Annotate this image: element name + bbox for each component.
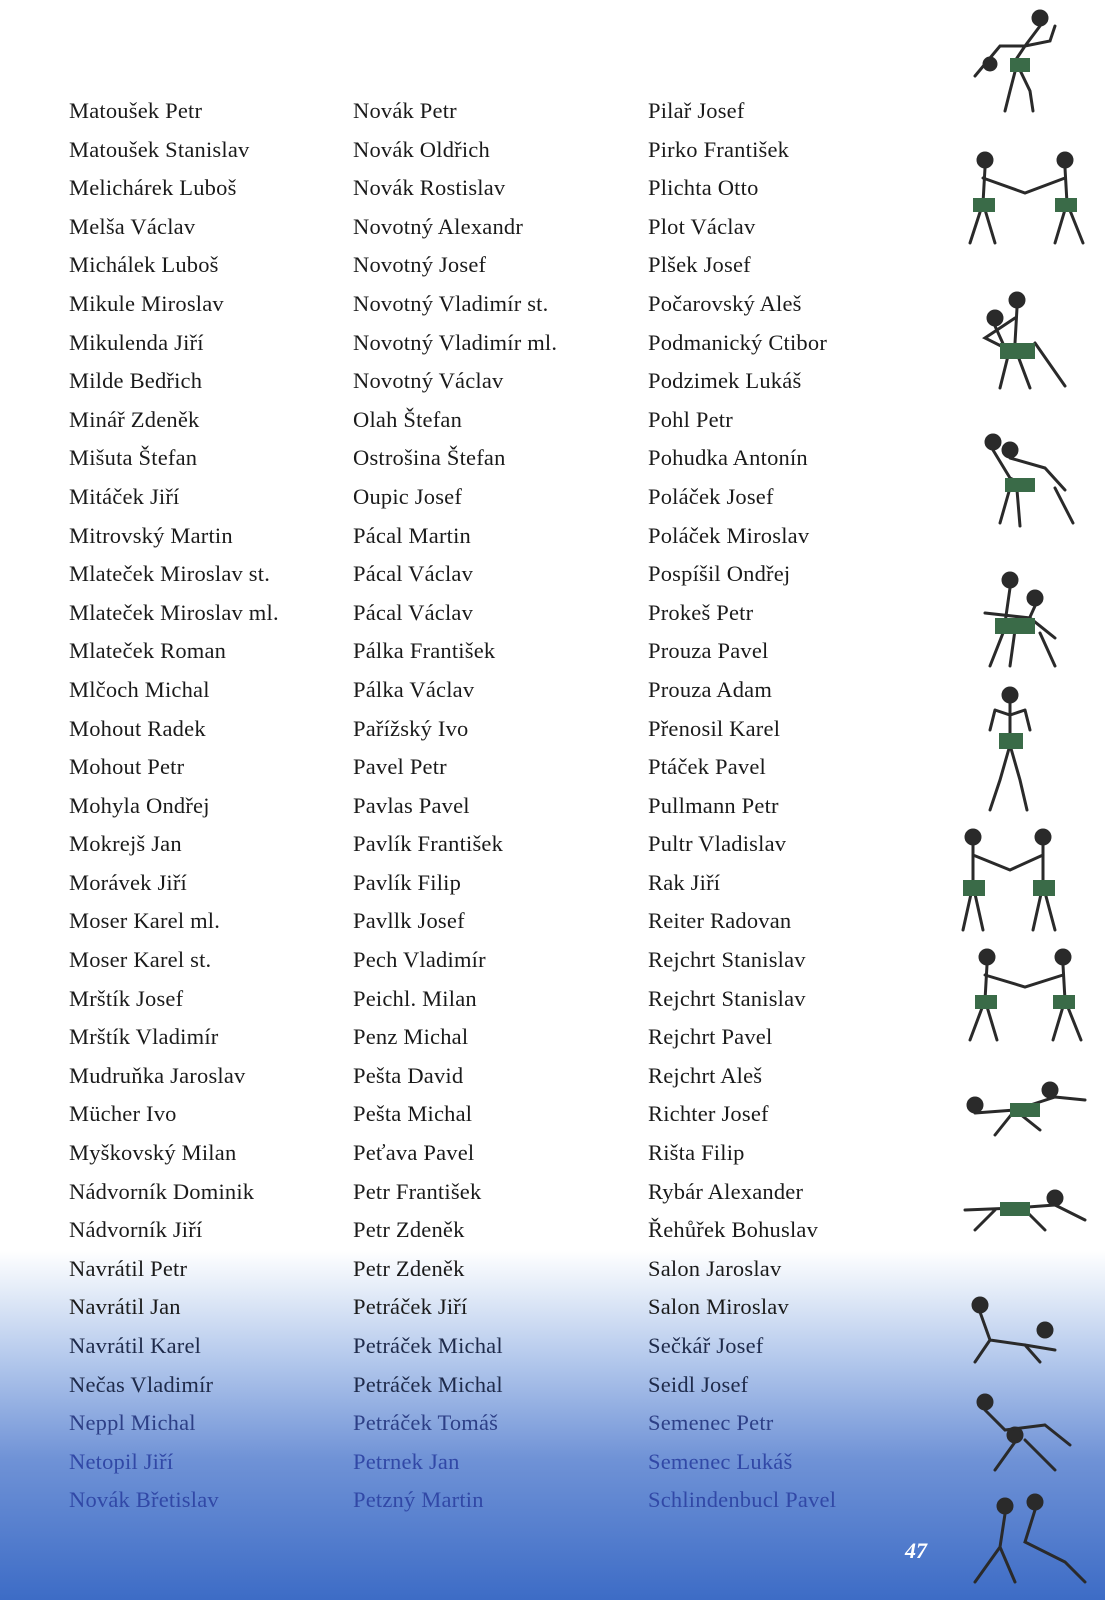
- name-entry: Petráček Michal: [353, 1333, 503, 1358]
- name-entry: Mikulenda Jiří: [69, 329, 204, 355]
- name-entry: Neppl Michal: [69, 1410, 196, 1436]
- name-entry: Pácal Martin: [353, 522, 471, 548]
- wrestlers-takedown-illustration: [955, 1390, 1095, 1480]
- name-entry: Novák Oldřich: [353, 136, 490, 162]
- wrestlers-grapple-illustration: [955, 148, 1095, 248]
- name-entry: Petráček Jiří: [353, 1294, 468, 1320]
- name-entry: Novotný Vladimír ml.: [353, 329, 558, 355]
- name-entry: Semenec Lukáš: [648, 1448, 793, 1474]
- name-entry: Poláček Miroslav: [648, 522, 810, 548]
- name-entry: Milde Bedřich: [69, 368, 203, 394]
- name-entry: Pácal Václav: [353, 561, 474, 587]
- name-entry: Pavel Petr: [353, 754, 447, 780]
- name-entry: Ptáček Pavel: [648, 754, 766, 780]
- wrestlers-handshake-illustration: [955, 825, 1095, 935]
- names-column-2: [353, 92, 557, 1520]
- wrestler-standing-lift-illustration: [955, 685, 1095, 815]
- name-entry: Rejchrt Pavel: [648, 1024, 773, 1050]
- name-entry: Prokeš Petr: [648, 599, 754, 625]
- name-entry: Melichárek Luboš: [69, 175, 237, 201]
- wrestler-lift-illustration: [955, 6, 1095, 116]
- name-entry: Minář Zdeněk: [69, 406, 200, 432]
- name-entry: Prouza Adam: [648, 676, 773, 702]
- name-entry: Mudruňka Jaroslav: [69, 1062, 246, 1088]
- name-entry: Oupic Josef: [353, 483, 463, 509]
- name-entry: Novák Břetislav: [69, 1487, 219, 1513]
- name-entry: Peichl. Milan: [353, 985, 477, 1011]
- names-column-1: [69, 92, 279, 1520]
- name-entry: Pavlík František: [353, 831, 504, 857]
- wrestlers-bridge-illustration: [955, 1492, 1095, 1592]
- name-entry: Mišuta Štefan: [69, 445, 198, 471]
- name-entry: Salon Jaroslav: [648, 1255, 782, 1281]
- wrestlers-pin-illustration: [955, 1290, 1095, 1370]
- name-entry: Penz Michal: [353, 1024, 469, 1050]
- name-entry: Mrštík Vladimír: [69, 1024, 219, 1050]
- name-entry: Pešta David: [353, 1062, 464, 1088]
- name-entry: Rejchrt Aleš: [648, 1062, 763, 1088]
- name-entry: Přenosil Karel: [648, 715, 781, 741]
- name-entry: Reiter Radovan: [648, 908, 792, 934]
- name-entry: Podzimek Lukáš: [648, 368, 802, 394]
- name-entry: Pavlík Filip: [353, 869, 462, 895]
- name-entry: Myškovský Milan: [69, 1140, 237, 1166]
- name-entry: Nádvorník Dominik: [69, 1178, 255, 1204]
- name-entry: Netopil Jiří: [69, 1448, 174, 1474]
- name-entry: Matoušek Petr: [69, 98, 203, 123]
- name-entry: Novák Petr: [353, 98, 457, 123]
- wrestlers-mat-illustration: [955, 1180, 1095, 1240]
- name-entry: Mitrovský Martin: [69, 522, 233, 548]
- name-entry: Moser Karel ml.: [69, 908, 221, 934]
- name-entry: Podmanický Ctibor: [648, 329, 828, 355]
- name-entry: Pirko František: [648, 136, 790, 162]
- name-entry: Navrátil Jan: [69, 1294, 181, 1320]
- name-entry: Pilař Josef: [648, 98, 745, 123]
- name-entry: Pavlas Pavel: [353, 792, 470, 818]
- name-entry: Poláček Josef: [648, 483, 774, 509]
- name-entry: Petrnek Jan: [353, 1448, 460, 1474]
- wrestlers-ground-illustration: [955, 1075, 1095, 1145]
- name-entry: Matoušek Stanislav: [69, 136, 250, 162]
- name-entry: Mlateček Roman: [69, 638, 227, 664]
- name-entry: Mohout Petr: [69, 754, 185, 780]
- name-entry: Morávek Jiří: [69, 869, 187, 895]
- name-entry: Rybár Alexander: [648, 1178, 804, 1204]
- name-entry: Petr František: [353, 1178, 482, 1204]
- name-entry: Petr Zdeněk: [353, 1217, 465, 1243]
- name-entry: Salon Miroslav: [648, 1294, 789, 1320]
- name-entry: Peťava Pavel: [353, 1140, 475, 1166]
- name-entry: Melša Václav: [69, 213, 196, 239]
- name-entry: Novák Rostislav: [353, 175, 506, 201]
- name-entry: Pohl Petr: [648, 406, 733, 432]
- name-entry: Navrátil Petr: [69, 1255, 188, 1281]
- name-entry: Mücher Ivo: [69, 1101, 177, 1127]
- name-entry: Pálka Václav: [353, 676, 475, 702]
- name-entry: Nádvorník Jiří: [69, 1217, 203, 1243]
- name-entry: Mitáček Jiří: [69, 483, 180, 509]
- name-entry: Mikule Miroslav: [69, 290, 224, 316]
- name-entry: Michálek Luboš: [69, 252, 219, 278]
- name-entry: Pullmann Petr: [648, 792, 779, 818]
- name-entry: Pešta Michal: [353, 1101, 473, 1127]
- name-entry: Rak Jiří: [648, 869, 721, 895]
- name-entry: Plot Václav: [648, 213, 756, 239]
- name-entry: Rejchrt Stanislav: [648, 985, 806, 1011]
- wrestlers-hold-illustration: [955, 568, 1095, 673]
- name-entry: Petráček Tomáš: [353, 1410, 499, 1436]
- names-column-3: [648, 92, 836, 1520]
- name-entry: Navrátil Karel: [69, 1333, 202, 1358]
- name-entry: Olah Štefan: [353, 406, 463, 432]
- name-entry: Mrštík Josef: [69, 985, 184, 1011]
- name-entry: Ostrošina Štefan: [353, 445, 506, 471]
- name-entry: Petráček Michal: [353, 1371, 503, 1397]
- name-entry: Pařížský Ivo: [353, 715, 469, 741]
- name-entry: Novotný Josef: [353, 252, 487, 278]
- name-entry: Rišta Filip: [648, 1140, 745, 1166]
- name-entry: Mlateček Miroslav ml.: [69, 599, 279, 625]
- name-entry: Semenec Petr: [648, 1410, 774, 1436]
- name-entry: Novotný Vladimír st.: [353, 290, 549, 316]
- name-entry: Pálka František: [353, 638, 496, 664]
- name-entry: Pultr Vladislav: [648, 831, 787, 857]
- name-entry: Pospíšil Ondřej: [648, 561, 791, 587]
- name-entry: Prouza Pavel: [648, 638, 769, 664]
- name-entry: Mohyla Ondřej: [69, 792, 210, 818]
- name-entry: Pech Vladimír: [353, 947, 486, 973]
- wrestlers-throw-illustration: [955, 428, 1095, 533]
- name-entry: Petzný Martin: [353, 1487, 484, 1513]
- wrestlers-clinch-illustration: [955, 288, 1095, 393]
- name-entry: Moser Karel st.: [69, 947, 212, 973]
- name-entry: Mlčoch Michal: [69, 676, 210, 702]
- name-entry: Nečas Vladimír: [69, 1371, 214, 1397]
- name-entry: Schlindenbucl Pavel: [648, 1487, 837, 1513]
- name-entry: Novotný Václav: [353, 368, 504, 394]
- name-entry: Pácal Václav: [353, 599, 474, 625]
- name-entry: Plšek Josef: [648, 252, 751, 278]
- name-entry: Richter Josef: [648, 1101, 769, 1127]
- wrestlers-grapple-2-illustration: [955, 945, 1095, 1045]
- name-entry: Mlateček Miroslav st.: [69, 561, 271, 587]
- name-entry: Pavllk Josef: [353, 908, 465, 934]
- name-entry: Seidl Josef: [648, 1371, 749, 1397]
- name-entry: Petr Zdeněk: [353, 1255, 465, 1281]
- name-entry: Sečkář Josef: [648, 1333, 764, 1358]
- name-entry: Mohout Radek: [69, 715, 206, 741]
- name-entry: Rejchrt Stanislav: [648, 947, 806, 973]
- name-entry: Mokrejš Jan: [69, 831, 182, 857]
- name-entry: Řehůřek Bohuslav: [648, 1217, 819, 1243]
- name-entry: Plichta Otto: [648, 175, 759, 201]
- name-entry: Pohudka Antonín: [648, 445, 808, 471]
- name-entry: Novotný Alexandr: [353, 213, 524, 239]
- page-number: 47: [905, 1538, 927, 1563]
- name-entry: Počarovský Aleš: [648, 290, 802, 316]
